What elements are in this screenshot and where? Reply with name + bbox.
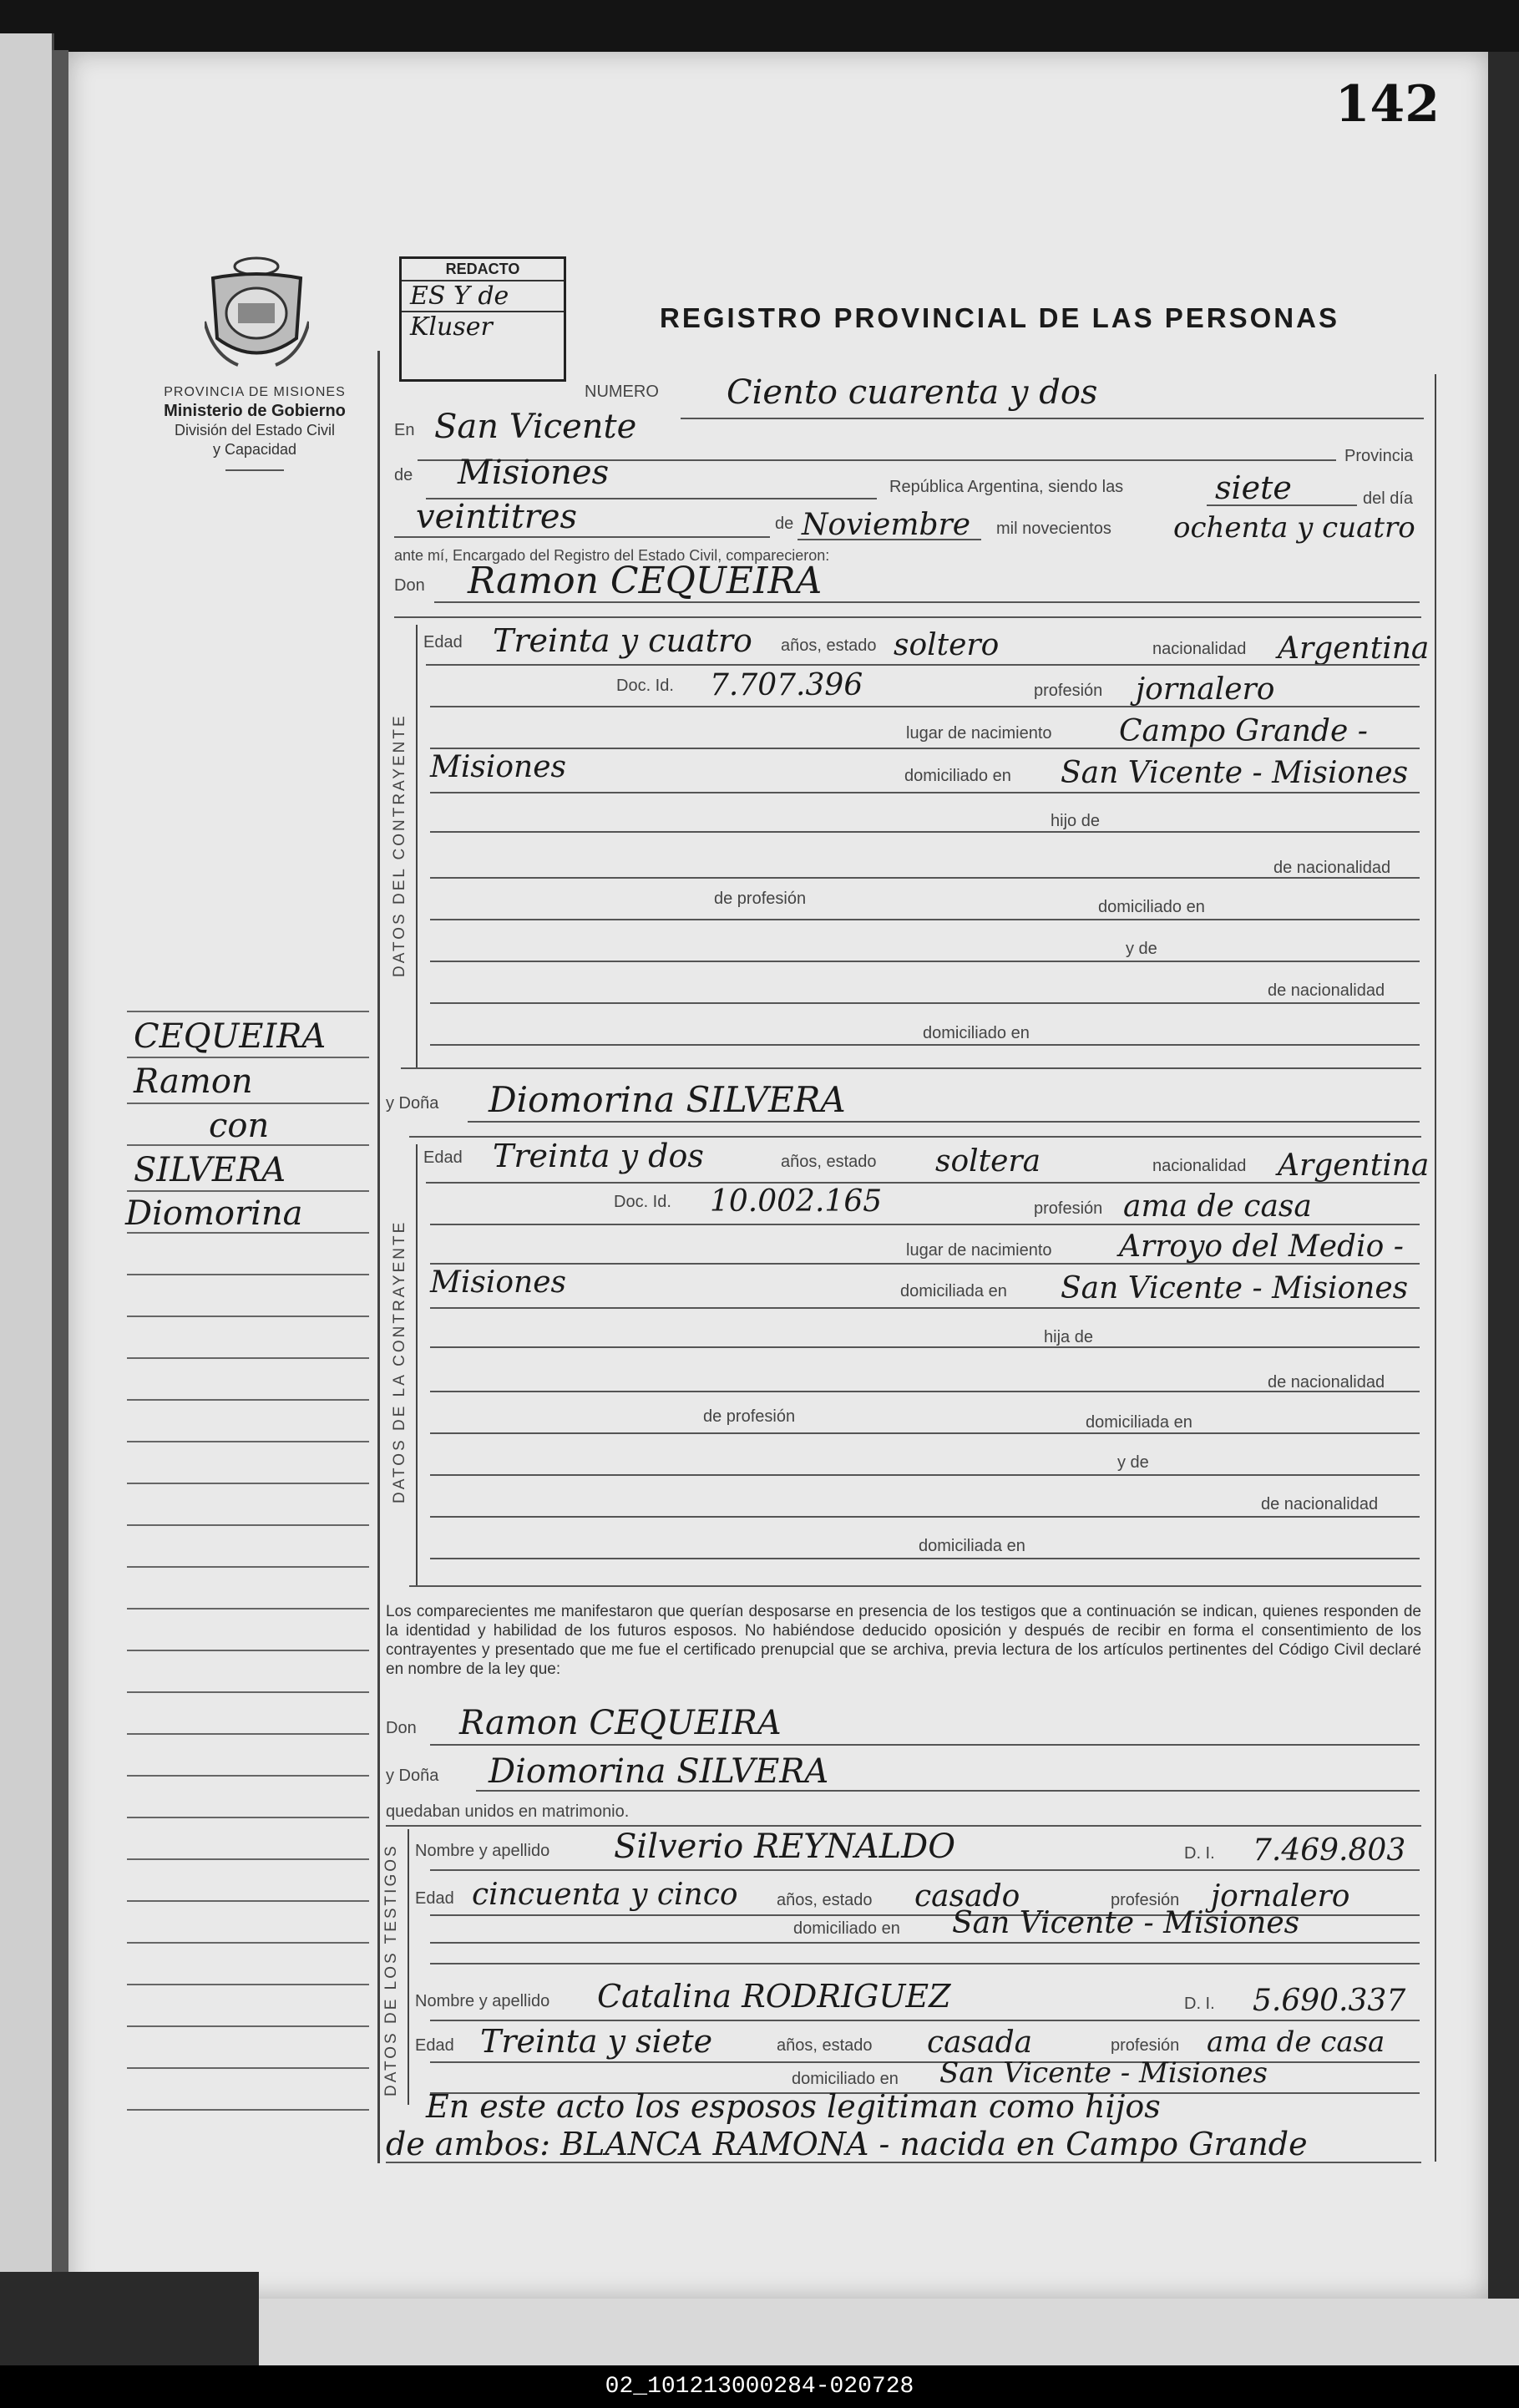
groom-profesion: jornalero <box>1136 672 1275 707</box>
margin-note-surname-2: SILVERA <box>134 1151 286 1189</box>
doc-id-label: Doc. Id. <box>616 677 674 695</box>
line <box>430 1942 1420 1944</box>
line <box>430 1263 1420 1265</box>
register-title: REGISTRO PROVINCIAL DE LAS PERSONAS <box>660 302 1339 333</box>
line <box>430 1391 1420 1392</box>
groom-estado: soltero <box>894 628 1000 662</box>
line <box>430 919 1420 920</box>
witness2-estado: casada <box>927 2025 1033 2060</box>
witness2-edad: Treinta y siete <box>480 2023 713 2060</box>
domiciliada-label: domiciliada en <box>900 1282 1007 1300</box>
anos-estado-label: años, estado <box>777 2036 873 2055</box>
y-dona-label: y Doña <box>386 1094 439 1113</box>
margin-line <box>127 1103 369 1104</box>
bride-lugar-nac-2: Misiones <box>430 1265 567 1300</box>
line <box>430 1963 1420 1964</box>
line <box>426 1182 1420 1184</box>
hija-de-label: hija de <box>1044 1328 1093 1346</box>
line <box>409 1585 1421 1587</box>
nacionalidad-label: nacionalidad <box>1152 640 1247 658</box>
de-nacionalidad-label: de nacionalidad <box>1268 1373 1385 1392</box>
scan-background-top <box>0 0 1519 52</box>
de-mes-label: de <box>775 515 794 533</box>
margin-line <box>127 1775 369 1777</box>
line <box>430 2020 1420 2021</box>
line <box>394 536 770 538</box>
margin-line <box>127 1900 369 1902</box>
numero-label: NUMERO <box>585 383 659 401</box>
divider <box>225 469 284 471</box>
margin-line <box>127 2067 369 2069</box>
mil-novecientos-label: mil novecientos <box>996 520 1111 538</box>
line <box>430 748 1420 749</box>
de-profesion-label: de profesión <box>714 890 807 908</box>
lugar-value: San Vicente <box>434 408 637 446</box>
groom-lugar-nac: Campo Grande - <box>1119 714 1368 748</box>
line <box>434 601 1420 603</box>
nombre-apellido-label: Nombre y apellido <box>415 1842 550 1860</box>
line <box>401 1067 1421 1069</box>
line <box>426 664 1420 666</box>
margin-note-name-1: Ramon <box>134 1062 253 1101</box>
provincia-value: Misiones <box>458 454 610 492</box>
remarks-line-1: En este acto los esposos legitiman como hijos <box>426 2088 1161 2125</box>
groom-domicilio: San Vicente - Misiones <box>1061 756 1409 790</box>
edad-label: Edad <box>415 1889 454 1908</box>
margin-line <box>127 1650 369 1651</box>
margin-line <box>127 1011 369 1012</box>
di-label: D. I. <box>1184 1995 1215 2013</box>
margin-line <box>127 1566 369 1568</box>
witness2-name: Catalina RODRIGUEZ <box>597 1978 951 2015</box>
bride-estado: soltera <box>935 1144 1041 1179</box>
line <box>430 961 1420 962</box>
line <box>430 2061 1420 2063</box>
bride-domicilio: San Vicente - Misiones <box>1061 1271 1409 1305</box>
de-nacionalidad-label-2: de nacionalidad <box>1261 1495 1379 1513</box>
ante-mi-label: ante mí, Encargado del Registro del Estado Civil, comparecieron: <box>394 547 830 564</box>
domiciliado-label: domiciliado en <box>793 1919 900 1938</box>
margin-line <box>127 1144 369 1146</box>
line <box>430 706 1420 707</box>
line <box>430 1044 1420 1046</box>
margin-line <box>127 1483 369 1484</box>
remarks-line-2: de ambos: BLANCA RAMONA - nacida en Campo Grande <box>386 2126 1308 2162</box>
y-de-label: y de <box>1126 940 1157 958</box>
margin-line <box>127 2109 369 2111</box>
nombre-apellido-label: Nombre y apellido <box>415 1992 550 2010</box>
margin-line <box>127 2025 369 2027</box>
margin-line <box>127 1608 369 1610</box>
dia-value: veintitres <box>416 498 578 536</box>
witness1-di: 7.469.803 <box>1253 1833 1406 1868</box>
margin-rule <box>377 351 380 2163</box>
edad-label: Edad <box>423 1148 463 1167</box>
margin-line <box>127 1057 369 1058</box>
groom-doc: 7.707.396 <box>710 668 863 702</box>
lugar-nacimiento-label: lugar de nacimiento <box>906 1241 1052 1260</box>
witness1-edad: cincuenta y cinco <box>472 1878 738 1912</box>
line <box>430 1307 1420 1309</box>
bride-nacionalidad: Argentina <box>1278 1148 1430 1183</box>
bride-bracket <box>416 1144 418 1587</box>
division-label: División del Estado Civil <box>174 422 336 439</box>
line <box>386 2162 1421 2163</box>
groom-nacionalidad: Argentina <box>1278 631 1430 666</box>
de-nacionalidad-label: de nacionalidad <box>1273 859 1391 877</box>
folio-number: 142 <box>1334 75 1440 134</box>
book-spine <box>52 50 68 2297</box>
province-label: PROVINCIA DE MISIONES <box>164 385 346 399</box>
margin-line <box>127 1399 369 1401</box>
line <box>430 1432 1420 1434</box>
margin-note-surname-1: CEQUEIRA <box>134 1017 327 1056</box>
mes-value: Noviembre <box>802 508 971 542</box>
domiciliado-label: domiciliado en <box>904 767 1011 785</box>
redacto-stamp <box>399 256 566 382</box>
numero-value: Ciento cuarenta y dos <box>727 373 1098 412</box>
line <box>430 1002 1420 1004</box>
margin-line <box>127 1232 369 1234</box>
domiciliada-en-label-2: domiciliada en <box>919 1537 1025 1555</box>
line <box>430 1224 1420 1225</box>
union-bride: Diomorina SILVERA <box>489 1752 829 1791</box>
margin-line <box>127 1817 369 1818</box>
quedaban-label: quedaban unidos en matrimonio. <box>386 1802 630 1821</box>
profesion-label: profesión <box>1111 2036 1180 2055</box>
line <box>430 792 1420 793</box>
line <box>430 1558 1420 1559</box>
nacionalidad-label: nacionalidad <box>1152 1157 1247 1175</box>
doc-id-label: Doc. Id. <box>614 1193 671 1211</box>
declaration-text: Los comparecientes me manifestaron que querían desposarse en presencia de los testigos que a continuación se indican, quienes responden de la identidad y habilidad de los futuros esposos. No habiéndose deducido oposición y después de recibir en forma el consentimiento de los contrayentes y presentado que me fue el certificado prenupcial que se archiva, previa lectura de los artículos pertinentes del Código Civil declaré en nombre de la ley que: <box>386 1603 1421 1678</box>
line <box>430 877 1420 879</box>
hora-value: siete <box>1215 469 1292 506</box>
margin-line <box>127 1858 369 1860</box>
en-label: En <box>394 421 415 439</box>
republica-label: República Argentina, siendo las <box>889 478 1124 496</box>
anio-value: ochenta y cuatro <box>1173 511 1415 545</box>
provincia-label: Provincia <box>1344 447 1414 465</box>
anos-estado-label: años, estado <box>781 1153 877 1171</box>
image-caption: 02_101213000284-020728 <box>0 2365 1519 2408</box>
line <box>681 418 1424 419</box>
witness1-domicilio: San Vicente - Misiones <box>952 1906 1300 1940</box>
margin-line <box>127 1984 369 1985</box>
domiciliado-label: domiciliado en <box>792 2070 899 2088</box>
bride-doc: 10.002.165 <box>710 1184 883 1219</box>
de-profesion-label: de profesión <box>703 1407 796 1426</box>
edad-label: Edad <box>423 633 463 651</box>
groom-lugar-nac-2: Misiones <box>430 750 567 784</box>
union-groom: Ramon CEQUEIRA <box>459 1704 782 1742</box>
groom-name: Ramon CEQUEIRA <box>468 560 823 602</box>
bride-profesion: ama de casa <box>1123 1189 1312 1224</box>
line <box>430 1346 1420 1348</box>
margin-line <box>127 1190 369 1192</box>
witness2-di: 5.690.337 <box>1253 1984 1406 2018</box>
line <box>386 1825 1421 1827</box>
line <box>394 616 1421 618</box>
lugar-nacimiento-label: lugar de nacimiento <box>906 724 1052 743</box>
witness-section-label: DATOS DE LOS TESTIGOS <box>382 1843 400 2096</box>
profesion-label: profesión <box>1034 1199 1103 1218</box>
hijo-de-label: hijo de <box>1051 812 1100 830</box>
don-label: Don <box>394 576 425 595</box>
right-rule <box>1435 374 1436 2162</box>
y-de-label: y de <box>1117 1453 1149 1472</box>
domiciliado-en-label: domiciliado en <box>1098 898 1205 916</box>
stamp-initials: ES Y de <box>410 281 509 311</box>
margin-line <box>127 1942 369 1944</box>
coat-of-arms-seal-icon <box>205 255 309 372</box>
anos-estado-label: años, estado <box>781 636 877 655</box>
issuing-authority <box>125 383 384 459</box>
margin-line <box>127 1441 369 1442</box>
bride-name: Diomorina SILVERA <box>489 1079 846 1120</box>
witness1-estado: casado <box>914 1879 1020 1914</box>
margin-line <box>127 1733 369 1735</box>
division-label-2: y Capacidad <box>212 441 297 458</box>
line <box>430 831 1420 833</box>
groom-section-label: DATOS DEL CONTRAYENTE <box>391 713 408 977</box>
profesion-label: profesión <box>1111 1891 1180 1909</box>
del-dia-label: del día <box>1363 489 1414 508</box>
line <box>430 1869 1420 1871</box>
anos-estado-label: años, estado <box>777 1891 873 1909</box>
profesion-label: profesión <box>1034 682 1103 700</box>
witness-bracket <box>408 1829 409 2105</box>
y-dona-label: y Doña <box>386 1767 439 1785</box>
witness2-profesion: ama de casa <box>1207 2025 1385 2059</box>
witness1-profesion: jornalero <box>1211 1879 1350 1914</box>
stamp-signature: Kluser <box>402 311 564 342</box>
domiciliado-en-label-2: domiciliado en <box>923 1024 1030 1042</box>
di-label: D. I. <box>1184 1844 1215 1863</box>
witness1-name: Silverio REYNALDO <box>614 1828 956 1866</box>
margin-line <box>127 1524 369 1526</box>
margin-line <box>127 1357 369 1359</box>
scan-shadow <box>0 2272 259 2365</box>
line <box>430 1516 1420 1518</box>
domiciliada-en-label: domiciliada en <box>1086 1413 1192 1432</box>
groom-bracket <box>416 625 418 1067</box>
de-label: de <box>394 466 413 484</box>
book-cover-edge <box>1488 52 1519 2299</box>
de-nacionalidad-label-2: de nacionalidad <box>1268 981 1385 1000</box>
bride-section-label: DATOS DE LA CONTRAYENTE <box>391 1219 408 1503</box>
witness2-domicilio: San Vicente - Misiones <box>939 2056 1268 2090</box>
margin-line <box>127 1316 369 1317</box>
line <box>797 539 981 540</box>
bride-lugar-nac: Arroyo del Medio - <box>1119 1229 1404 1264</box>
line <box>430 1744 1420 1746</box>
line <box>1207 504 1357 506</box>
ministry-label: Ministerio de Gobierno <box>164 402 346 420</box>
facing-page-edge <box>0 33 54 2272</box>
line <box>468 1121 1420 1123</box>
don-label: Don <box>386 1719 417 1737</box>
stamp-label: REDACTO <box>402 259 564 281</box>
line <box>476 1790 1420 1792</box>
margin-line <box>127 1691 369 1693</box>
bride-edad: Treinta y dos <box>493 1138 704 1174</box>
edad-label: Edad <box>415 2036 454 2055</box>
groom-edad: Treinta y cuatro <box>493 622 752 659</box>
margin-note-con: con <box>209 1107 270 1145</box>
line <box>430 1474 1420 1476</box>
margin-line <box>127 1274 369 1275</box>
margin-note-name-2: Diomorina <box>125 1194 303 1233</box>
